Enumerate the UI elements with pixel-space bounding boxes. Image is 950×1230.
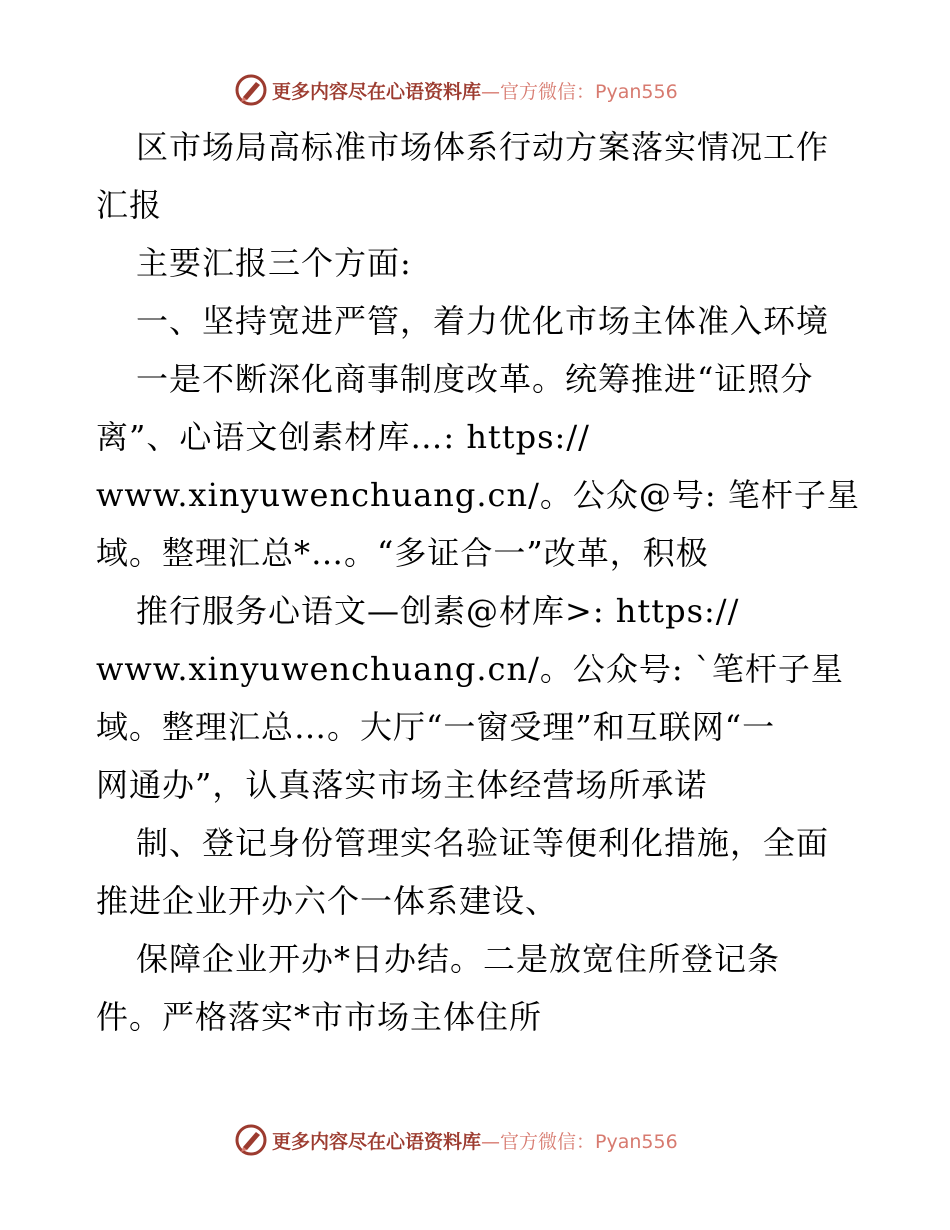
header-watermark bbox=[234, 73, 678, 107]
doc-line: 制、登记身份管理实名验证等便利化措施，全面 bbox=[136, 824, 830, 862]
doc-line: 网通办”，认真落实市场主体经营场所承诺 bbox=[96, 766, 708, 804]
pen-logo-icon bbox=[234, 73, 268, 107]
doc-line: 推行服务心语文—创素@材库>: https:// bbox=[136, 592, 740, 630]
doc-line: 主要汇报三个方面: bbox=[136, 244, 412, 282]
watermark-main-text: 更多内容尽在心语资料库 bbox=[272, 1130, 482, 1153]
doc-line: www.xinyuwenchuang.cn/。公众号: `笔杆子星 bbox=[96, 650, 844, 688]
doc-line: 汇报 bbox=[96, 186, 163, 224]
doc-line: 区市场局高标准市场体系行动方案落实情况工作 bbox=[136, 128, 830, 166]
doc-line: 一、坚持宽进严管，着力优化市场主体准入环境 bbox=[136, 302, 830, 340]
pen-logo-icon bbox=[234, 1123, 268, 1157]
watermark-sub-text: —官方微信：Pyan556 bbox=[481, 80, 678, 103]
doc-line: 离”、心语文创素材库…: https:// bbox=[96, 418, 590, 456]
doc-line: 推进企业开办六个一体系建设、 bbox=[96, 882, 559, 920]
doc-line: 件。严格落实*市市场主体住所 bbox=[96, 998, 543, 1036]
watermark-main-text: 更多内容尽在心语资料库 bbox=[272, 80, 482, 103]
doc-line: 保障企业开办*日办结。二是放宽住所登记条 bbox=[136, 940, 781, 978]
footer-watermark bbox=[234, 1123, 678, 1157]
document-body bbox=[96, 118, 860, 1046]
doc-line: 域。整理汇总*…。“多证合一”改革，积极 bbox=[96, 534, 709, 572]
watermark-sub-text: —官方微信：Pyan556 bbox=[481, 1130, 678, 1153]
doc-line: 一是不断深化商事制度改革。统筹推进“证照分 bbox=[136, 360, 814, 398]
doc-line: www.xinyuwenchuang.cn/。公众@号: 笔杆子星 bbox=[96, 476, 860, 514]
doc-line: 域。整理汇总…。大厅“一窗受理”和互联网“一 bbox=[96, 708, 776, 746]
